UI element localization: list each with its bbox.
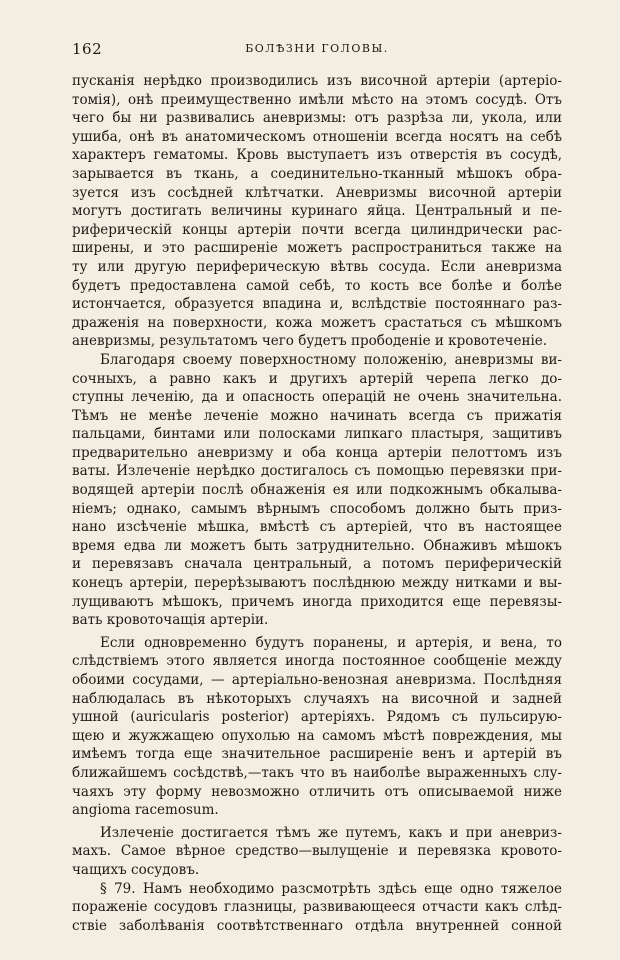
text-line: слѣдствіемъ этого является иногда постоянное сообщеніе между [72, 653, 562, 670]
text-line: Тѣмъ не менѣе леченіе можно начинать всегда съ прижатія [72, 407, 562, 424]
text-line: angioma racemosum. [72, 802, 219, 819]
text-line: вать кровоточащія артеріи. [72, 612, 269, 629]
text-line: ствіе заболѣванія соотвѣтственнаго отдѣла внутренней сонной [72, 917, 562, 934]
text-line: чаяхъ эту форму невозможно отличить отъ описываемой ниже [72, 783, 562, 800]
text-line: ближайшемъ сосѣдствѣ,—такъ что въ наиболѣе выраженныхъ слу- [72, 764, 562, 781]
text-line: пораженіе сосудовъ глазницы, развивающееся отчасти какъ слѣд- [72, 899, 562, 916]
running-head: БОЛѢЗНИ ГОЛОВЫ. [245, 42, 389, 55]
text-line: обоими сосудами, — артеріально-венозная аневризма. Послѣдняя [72, 672, 562, 688]
text-line: нано изсѣченіе мѣшка, вмѣстѣ съ артеріей, что въ настоящее [72, 519, 562, 536]
text-line: зуется изъ сосѣдней клѣтчатки. Аневризмы височной артеріи [72, 184, 562, 201]
text-line: характеръ гематомы. Кровь выступаетъ изъ отверстія въ сосудѣ, [72, 147, 562, 164]
page-header [72, 40, 562, 60]
text-line: ушиба, онѣ въ анатомическомъ отношеніи всегда носятъ на себѣ [72, 128, 562, 145]
text-line: риферическій концы артеріи почти всегда цилиндрически рас- [72, 221, 562, 238]
text-line: ширены, и это расширеніе можетъ распространиться также на [72, 240, 562, 257]
text-line: предварительно аневризму и оба конца артеріи пелоттомъ изъ [72, 444, 562, 461]
text-line: и перевязавъ сначала центральный, а потомъ периферическій [72, 556, 562, 573]
text-line: ніемъ; однако, самымъ вѣрнымъ способомъ должно быть приз- [72, 500, 562, 517]
text-line: щею и жужжащею опухолью на самомъ мѣстѣ повреждения, мы [72, 727, 562, 744]
text-line: ваты. Излеченіе нерѣдко достигалось съ помощью перевязки при- [72, 463, 562, 480]
text-line: чащихъ сосудовъ. [72, 861, 200, 878]
text-line: имѣемъ тогда еще значительное расширеніе венъ и артерій въ [72, 746, 562, 763]
text-line: махъ. Самое вѣрное средство—вылущеніе и перевязка кровото- [72, 843, 562, 860]
text-line: ту или другую периферическую вѣтвь сосуда. Если аневризма [72, 258, 562, 275]
text-line: пальцами, бинтами или полосками липкаго пластыря, защитивъ [72, 426, 562, 443]
text-line: томія), онѣ преимущественно имѣли мѣсто на этомъ сосудѣ. Отъ [72, 91, 562, 108]
text-line: пусканія нерѣдко производились изъ височной артеріи (артеріо- [72, 73, 562, 89]
text-line: истончается, образуется впадина и, вслѣдствіе постояннаго раз- [72, 296, 562, 313]
text-line: ушной (auricularis posterior) артеріяхъ. Рядомъ съ пульсирую- [72, 709, 562, 726]
text-line: будетъ предоставлена самой себѣ, то кость все болѣе и болѣе [72, 277, 562, 294]
text-line: могутъ достигать величины куринаго яйца. Центральный и пе- [72, 203, 562, 220]
text-line: ступны леченію, да и опасность операцій не очень значительна. [72, 389, 562, 406]
text-line: аневризмы, результатомъ чего будетъ прободеніе и кровотеченіе. [72, 333, 548, 350]
text-line: водящей артеріи послѣ обнаженія ея или подкожнымъ обкалыва- [72, 482, 562, 499]
text-line: сочныхъ, а равно какъ и другихъ артерій черепа легко до- [72, 370, 562, 387]
paragraph-3 [72, 634, 562, 820]
text-line: зарывается въ ткань, а соединительно-тканный мѣшокъ обра- [72, 165, 562, 182]
text-line: лущиваютъ мѣшокъ, причемъ иногда приходится еще перевязы- [72, 593, 562, 610]
text-line: драженія на поверхности, кожа можетъ срастаться съ мѣшкомъ [72, 314, 562, 331]
paragraph-5 [72, 880, 562, 936]
text-line: Если одновременно будутъ поранены, и артерія, и вена, то [100, 634, 562, 651]
text-line: Излеченіе достигается тѣмъ же путемъ, какъ и при аневриз- [100, 824, 562, 841]
paragraph-4 [72, 824, 562, 880]
text-line: Благодаря своему поверхностному положенію, аневризмы ви- [100, 351, 562, 368]
body-text [72, 72, 562, 935]
text-line: § 79. Намъ необходимо разсмотрѣть здѣсь еще одно тяжелое [100, 880, 562, 897]
text-line: конецъ артеріи, перерѣзываютъ послѣднюю между нитками и вы- [72, 575, 562, 592]
text-line: время едва ли можетъ быть затруднительно. Обнаживъ мѣшокъ [72, 537, 562, 554]
page-number: 162 [72, 40, 103, 58]
text-line: наблюдалась въ нѣкоторыхъ случаяхъ на височной и задней [72, 690, 562, 707]
text-line: чего бы ни развивались аневризмы: отъ разрѣза ли, укола, или [72, 110, 562, 127]
paragraph-2 [72, 351, 562, 630]
paragraph-1 [72, 72, 562, 351]
